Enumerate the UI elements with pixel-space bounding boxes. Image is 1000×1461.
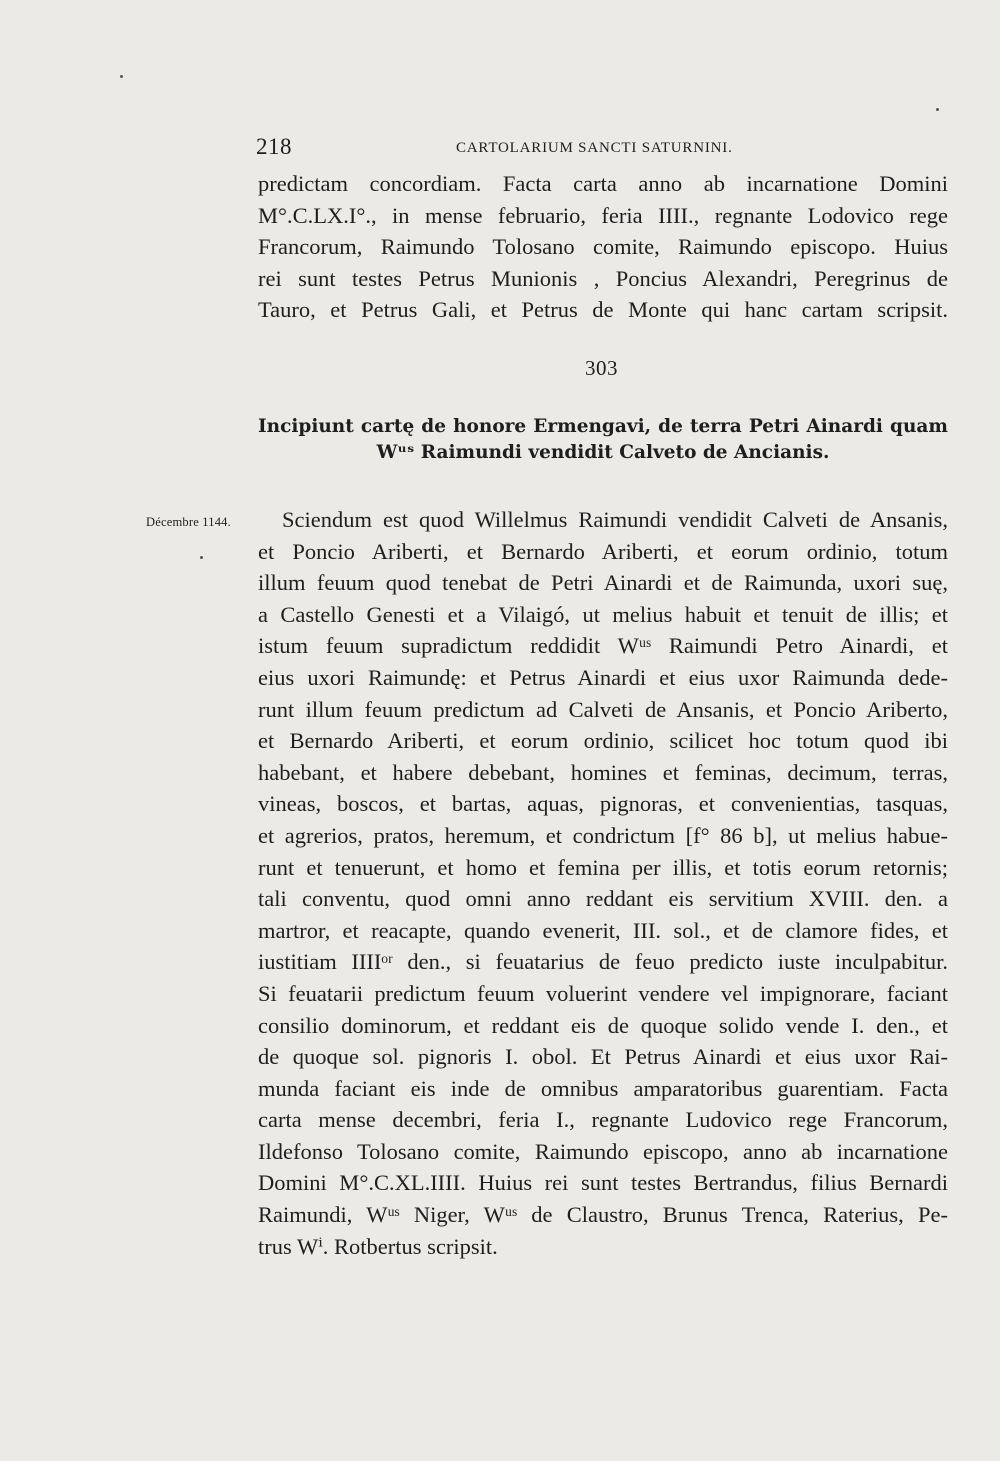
text-line: rei sunt testes Petrus Munionis , Poncius Alexandri, Peregrinus de [258, 265, 948, 291]
paper-speck [936, 108, 939, 111]
text-line: Raimundi, Wᵘˢ Niger, Wᵘˢ de Claustro, Brunus Trenca, Raterius, Pe- [258, 1202, 948, 1228]
text-line: carta mense decembri, feria I., regnante Ludovico rege Francorum, [258, 1107, 948, 1133]
text-line: et Poncio Ariberti, et Bernardo Ariberti, et eorum ordinio, totum [258, 538, 948, 564]
paper-speck [120, 75, 123, 78]
text-line: Tauro, et Petrus Gali, et Petrus de Monte qui hanc cartam scripsit. [258, 297, 948, 323]
text-line: runt illum feuum predictum ad Calveti de Ansanis, et Poncio Ariberto, [258, 696, 948, 722]
page-number: 218 [256, 134, 292, 159]
document-body [258, 504, 948, 1262]
text-line: Si feuatarii predictum feuum voluerint vendere vel impignorare, faciant [258, 980, 948, 1006]
text-line: Ildefonso Tolosano comite, Raimundo episcopo, anno ab incarnatione [258, 1138, 948, 1164]
rubric-line: Wᵘˢ Raimundi vendidit Calveto de Ancianis. [376, 442, 830, 463]
text-line: et Bernardo Ariberti, et eorum ordinio, scilicet hoc totum quod ibi [258, 728, 948, 754]
text-line: vineas, boscos, et bartas, aquas, pignoras, et convenientias, tasquas, [258, 791, 948, 817]
rubric-line: Incipiunt cartę de honore Ermengavi, de terra Petri Ainardi quam [258, 416, 948, 437]
text-line: Sciendum est quod Willelmus Raimundi vendidit Calveti de Ansanis, [282, 507, 948, 532]
running-title: CARTOLARIUM SANCTI SATURNINI. [456, 140, 733, 156]
text-line: iustitiam IIIIᵒʳ den., si feuatarius de feuo predicto iuste inculpabitur. [258, 949, 948, 975]
margin-date: Décembre 1144. [146, 515, 231, 529]
text-line: munda faciant eis inde de omnibus amparatoribus guarentiam. Facta [258, 1075, 948, 1101]
text-line: habebant, et habere debebant, homines et feminas, decimum, terras, [258, 759, 948, 785]
text-line: tali conventu, quod omni anno reddant eis servitium XVIII. den. a [258, 886, 948, 912]
text-line: Domini M°.C.XL.IIII. Huius rei sunt testes Bertrandus, filius Bernardi [258, 1170, 948, 1196]
text-line: Francorum, Raimundo Tolosano comite, Raimundo episcopo. Huius [258, 234, 948, 260]
document-number: 303 [585, 356, 618, 380]
document-rubric [258, 414, 948, 466]
text-line: eius uxori Raimundę: et Petrus Ainardi et eius uxor Raimunda dede- [258, 664, 948, 690]
paper-speck [200, 556, 203, 559]
text-line: trus Wⁱ. Rotbertus scripsit. [258, 1233, 498, 1259]
text-line: martror, et reacapte, quando evenerit, III. sol., et de clamore fides, et [258, 917, 948, 943]
text-line: illum feuum quod tenebat de Petri Ainardi et de Raimunda, uxori suę, [258, 570, 948, 596]
intro-paragraph [258, 168, 948, 326]
page-header [256, 134, 756, 168]
text-line: runt et tenuerunt, et homo et femina per illis, et totis eorum retornis; [258, 854, 948, 880]
text-line: a Castello Genesti et a Vilaigó, ut melius habuit et tenuit de illis; et [258, 601, 948, 627]
text-line: predictam concordiam. Facta carta anno ab incarnatione Domini [258, 171, 948, 196]
text-line: de quoque sol. pignoris I. obol. Et Petrus Ainardi et eius uxor Rai- [258, 1044, 948, 1070]
text-line: consilio dominorum, et reddant eis de quoque solido vende I. den., et [258, 1012, 948, 1038]
text-line: istum feuum supradictum reddidit Wᵘˢ Raimundi Petro Ainardi, et [258, 633, 948, 659]
text-line: M°.C.LX.I°., in mense februario, feria IIII., regnante Lodovico rege [258, 202, 948, 228]
text-line: et agrerios, pratos, heremum, et condrictum [f° 86 b], ut melius habue- [258, 822, 948, 848]
